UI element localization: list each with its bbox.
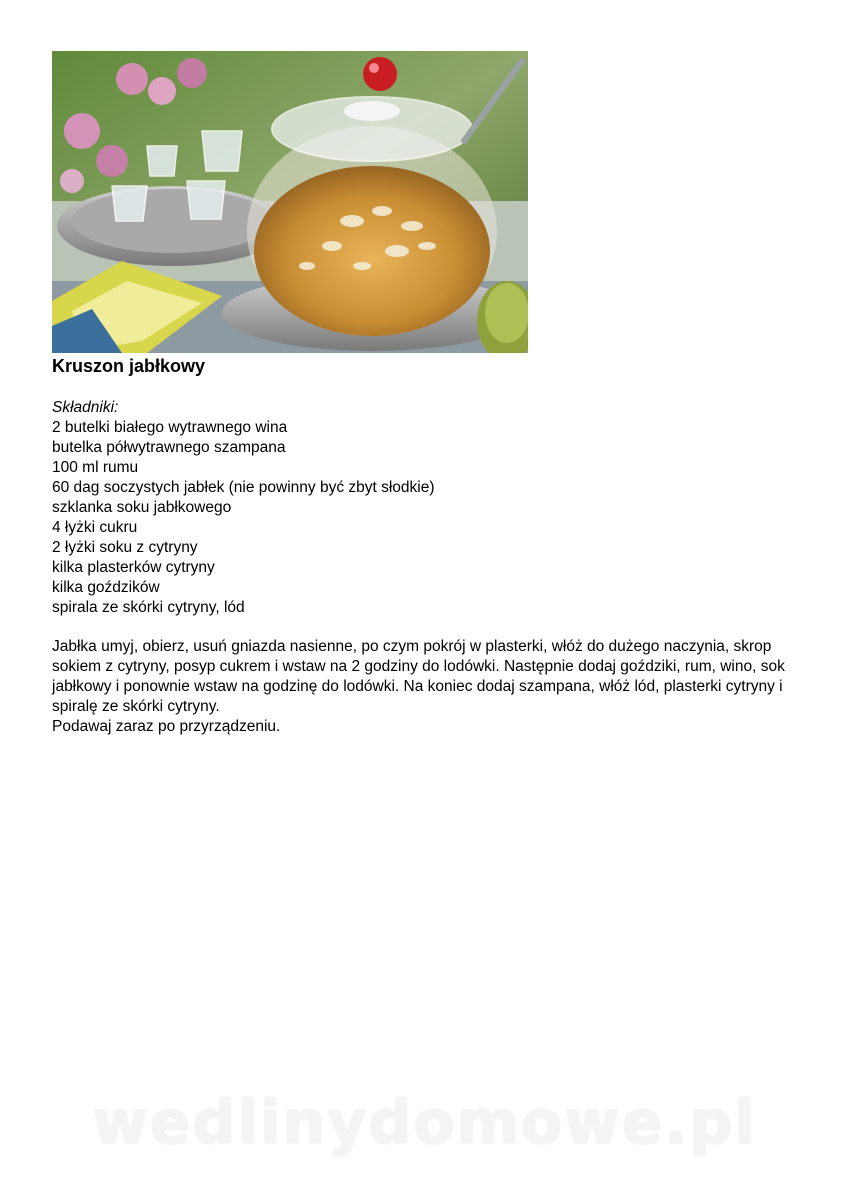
site-watermark: wedlinydomowe.pl [92, 1088, 757, 1158]
recipe-photo [52, 51, 528, 353]
ingredient-item: 2 butelki białego wytrawnego wina [52, 419, 288, 436]
ingredients-list [52, 418, 812, 618]
ingredient-item: 2 łyżki soku z cytryny [52, 539, 198, 556]
ingredient-item: 4 łyżki cukru [52, 519, 138, 536]
ingredient-item: kilka goździków [52, 579, 160, 596]
ingredient-item: szklanka soku jabłkowego [52, 499, 232, 516]
recipe-title: Kruszon jabłkowy [52, 356, 206, 376]
ingredient-item: butelka półwytrawnego szampana [52, 439, 286, 456]
ingredient-item: kilka plasterków cytryny [52, 559, 215, 576]
instructions-paragraph: Jabłka umyj, obierz, usuń gniazda nasienne, po czym pokrój w plasterki, włóż do dużego naczynia, skrop sokiem z cytryny, posyp cukrem i wstaw na 2 godziny do lodówki. Następnie dodaj goździki, rum, wino, sok jabłkowy i ponownie wstaw na godzinę do lodówki. Na koniec dodaj szampana, włóż lód, plasterki cytryny i spiralę ze skórki cytryny. [52, 638, 785, 715]
instructions-paragraph: Podawaj zaraz po przyrządzeniu. [52, 718, 281, 735]
recipe-body [52, 398, 812, 737]
ingredient-item: 60 dag soczystych jabłek (nie powinny być zbyt słodkie) [52, 479, 435, 496]
punch-bowl-illustration [52, 51, 528, 353]
ingredients-heading: Składniki: [52, 399, 119, 416]
ingredient-item: 100 ml rumu [52, 459, 139, 476]
ingredient-item: spirala ze skórki cytryny, lód [52, 599, 245, 616]
instructions [52, 637, 812, 737]
